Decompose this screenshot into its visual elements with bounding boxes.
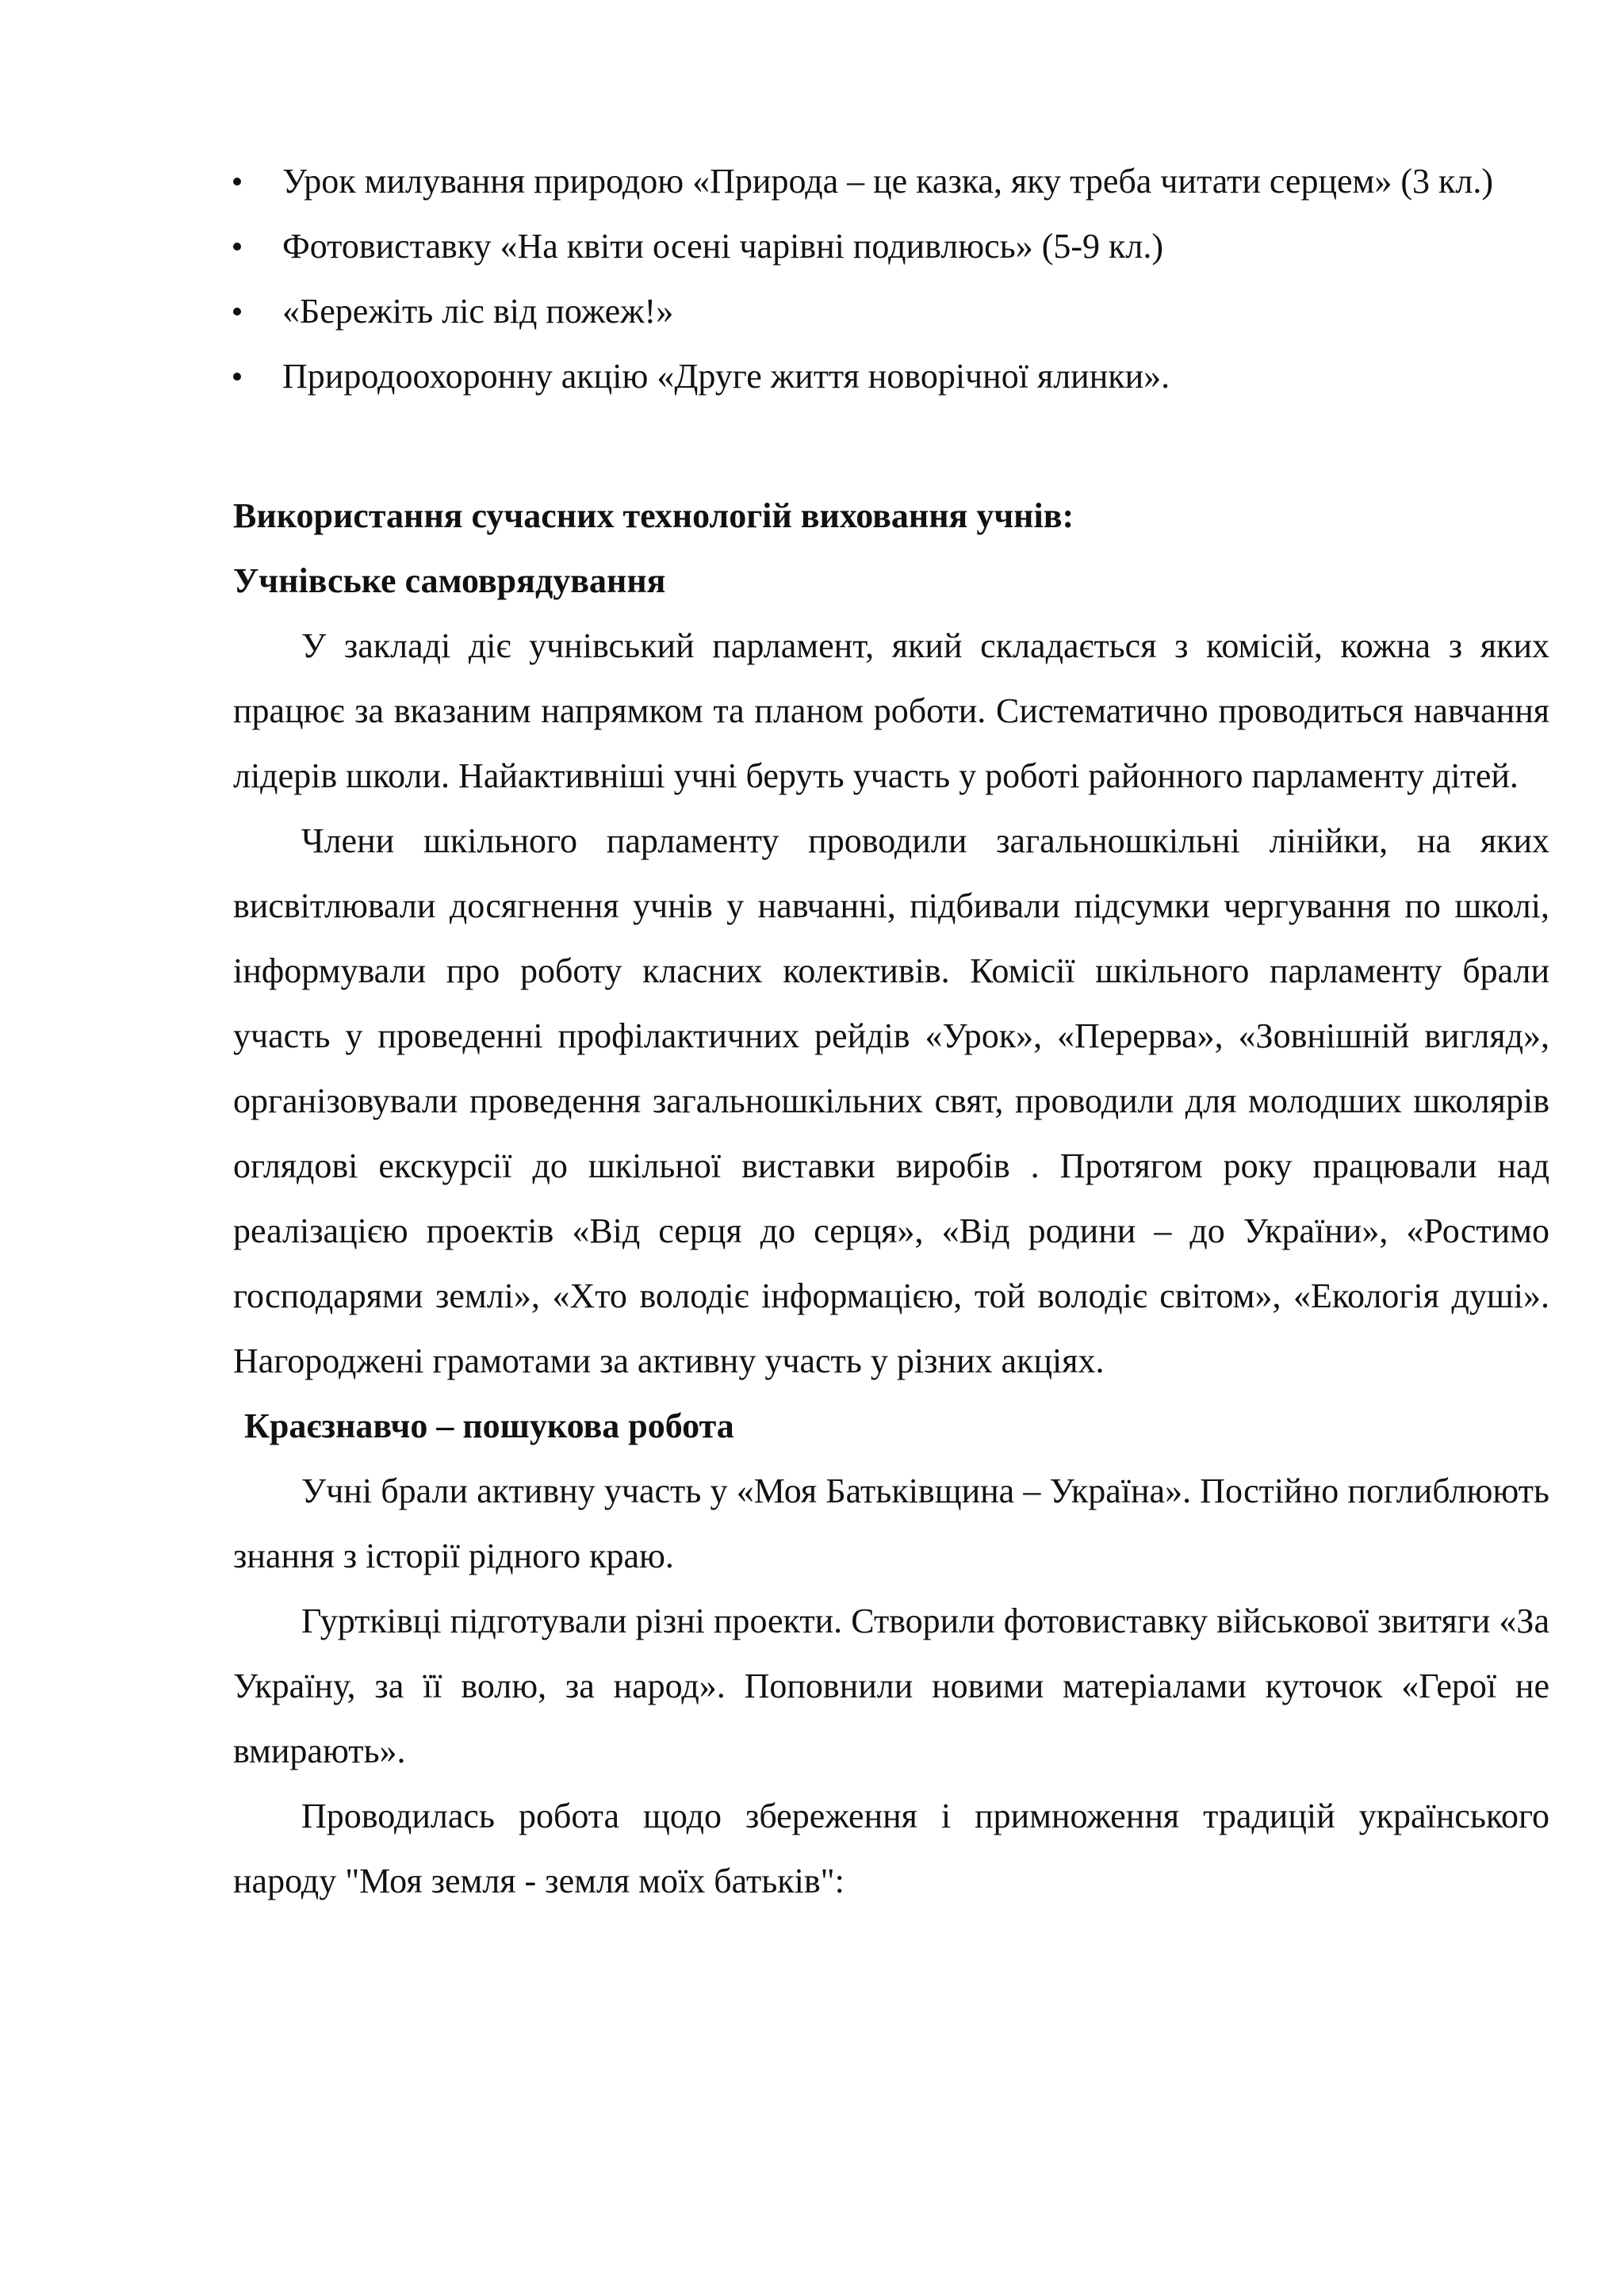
self-government-paragraph-2: Члени шкільного парламенту проводили загальношкільні лінійки, на яких висвітлювали досягнення учнів у навчанні, підбивали підсумки чергування по школі, інформували про роботу класних колективів. Комісії шкільного парламенту брали участь у проведенні профілактичних рейдів «Урок», «Перерва», «Зовнішній вигляд», організовували проведення загальношкільних свят, проводили для молодших школярів оглядові екскурсії до шкільної виставки виробів . Протягом року працювали над реалізацією проектів «Від серця до серця», «Від родини – до України», «Ростимо господарями землі», «Хто володіє інформацією, той володіє світом», «Екологія душі». Нагороджені грамотами за активну участь у різних акціях.	[233, 821, 1549, 1380]
self-government-heading: Учнівське самоврядування	[233, 561, 666, 600]
bullet-icon	[233, 178, 241, 186]
bullet-icon	[233, 308, 241, 316]
list-item-text: «Бережіть ліс від пожеж!»	[282, 292, 674, 331]
local-history-paragraph-3: Проводилась робота щодо збереження і примноження традицій українського народу "Моя земля - земля моїх батьків":	[233, 1797, 1549, 1900]
list-item-text: Урок милування природою «Природа – це казка, яку треба читати серцем» (3 кл.)	[282, 162, 1494, 201]
self-government-paragraph-1: У закладі діє учнівський парламент, який складається з комісій, кожна з яких працює за вказаним напрямком та планом роботи. Систематично проводиться навчання лідерів школи. Найактивніші учні беруть участь у роботі районного парламенту дітей.	[233, 626, 1549, 795]
list-item-text: Природоохоронну акцію «Друге життя новорічної ялинки».	[282, 357, 1170, 396]
bullet-icon	[233, 243, 241, 251]
local-history-heading: Краєзнавчо – пошукова робота	[244, 1406, 734, 1445]
spacer	[233, 409, 1549, 484]
bullet-icon	[233, 373, 241, 381]
section-heading: Використання сучасних технологій виховання учнів:	[233, 496, 1074, 535]
local-history-paragraph-2: Гуртківці підготували різні проекти. Створили фотовиставку військової звитяги «За Україну, за її волю, за народ». Поповнили новими матеріалами куточок «Герої не вмирають».	[233, 1601, 1549, 1770]
list-item	[233, 149, 1549, 214]
list-item	[233, 279, 1549, 344]
page-content	[233, 149, 1549, 1914]
list-item	[233, 214, 1549, 279]
local-history-paragraph-1: Учні брали активну участь у «Моя Батьківщина – Україна». Постійно поглиблюють знання з історії рідного краю.	[233, 1471, 1549, 1575]
list-item	[233, 344, 1549, 409]
activities-list	[233, 149, 1549, 409]
list-item-text: Фотовиставку «На квіти осені чарівні подивлюсь» (5-9 кл.)	[282, 227, 1163, 266]
